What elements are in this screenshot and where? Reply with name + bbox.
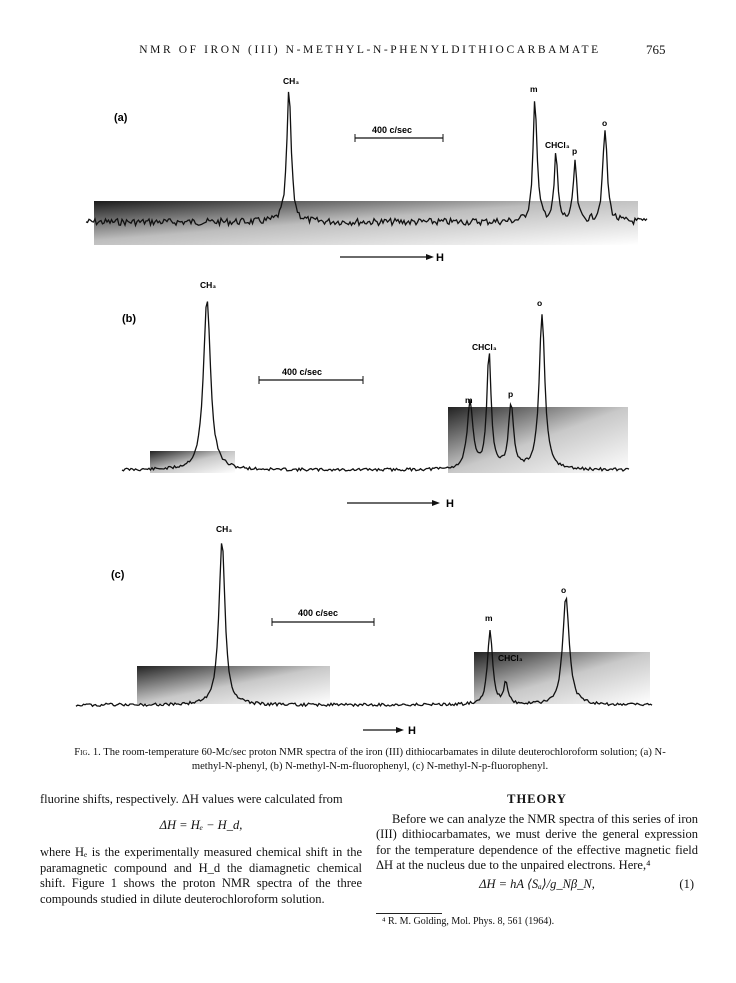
peak-label-b-p: p (508, 389, 514, 399)
scale-label-c: 400 c/sec (298, 608, 339, 618)
scale-label-a: 400 c/sec (372, 125, 413, 135)
scale-label-b: 400 c/sec (282, 367, 323, 377)
equation-1-body: ΔH = hA ⟨Sₐ⟩/g_Nβ_N, (479, 876, 595, 891)
panel-label-a: (a) (114, 112, 128, 124)
spectrum-panel-a (86, 76, 647, 264)
panel-label-c: (c) (111, 569, 125, 581)
page-number: 765 (646, 42, 666, 57)
peak-label-b-chcl3: CHCl₃ (472, 342, 497, 352)
left-paragraph-2: where Hₑ is the experimentally measured chemical shift in the paramagnetic compound and H_d the diamagnetic chemical shift. Figure 1 shows the proton NMR spectra of the three compounds studied in dilute deuterochloroform solution. (40, 845, 362, 906)
spectrum-panel-b (122, 280, 629, 510)
field-label-b: H (446, 498, 454, 510)
shade-box-c1 (137, 666, 330, 704)
peak-label-c-m: m (485, 613, 493, 623)
right-column (376, 792, 698, 892)
peak-label-a-m: m (530, 84, 538, 94)
peak-label-c-ch3: CH₃ (216, 524, 233, 534)
left-paragraph-1: fluorine shifts, respectively. ΔH values were calculated from (40, 792, 343, 806)
theory-paragraph: Before we can analyze the NMR spectra of this series of iron (III) dithiocarbamates, we must derive the general expression for the temperature dependence of the effective magnetic field ΔH at the nucleus due to the unpaired electrons. Here,⁴ (376, 811, 698, 872)
shade-box-a (94, 201, 638, 245)
running-head: NMR OF IRON (III) N-METHYL-N-PHENYLDITHIOCARBAMATE (139, 44, 601, 56)
footnote: ⁴ R. M. Golding, Mol. Phys. 8, 561 (1964). (382, 916, 555, 927)
peak-label-a-p: p (572, 146, 578, 156)
footnote-rule (376, 913, 442, 914)
caption-lead: Fig. 1. (74, 747, 101, 758)
caption-text: The room-temperature 60-Mc/sec proton NMR spectra of the iron (III) dithiocarbamates in dilute deuterochloroform solution; (a) N-methyl-N-phenyl, (b) N-methyl-N-m-fluorophenyl, (c) N-methyl-N-p-fluorophenyl. (103, 747, 666, 772)
peak-label-c-o: o (561, 585, 567, 595)
figure-caption (70, 746, 670, 774)
left-column (40, 792, 362, 907)
peak-label-b-ch3: CH₃ (200, 280, 217, 290)
equation-1 (376, 877, 698, 893)
peak-label-a-o: o (602, 118, 608, 128)
peak-label-a-chcl3: CHCl₃ (545, 140, 570, 150)
shade-box-b1 (150, 451, 235, 473)
peak-label-b-m: m (465, 395, 473, 405)
panel-label-b: (b) (122, 313, 137, 325)
spectrum-panel-c (76, 524, 652, 737)
equation-1-number: (1) (679, 876, 694, 891)
field-label-a: H (436, 252, 444, 264)
peak-label-c-chcl3: CHCl₃ (498, 653, 523, 663)
field-label-c: H (408, 725, 416, 737)
peak-label-a-ch3: CH₃ (283, 76, 300, 86)
peak-label-b-o: o (537, 298, 543, 308)
equation-delta-h: ΔH = Hₑ − H_d, (159, 817, 243, 832)
section-heading-theory: THEORY (507, 792, 567, 806)
